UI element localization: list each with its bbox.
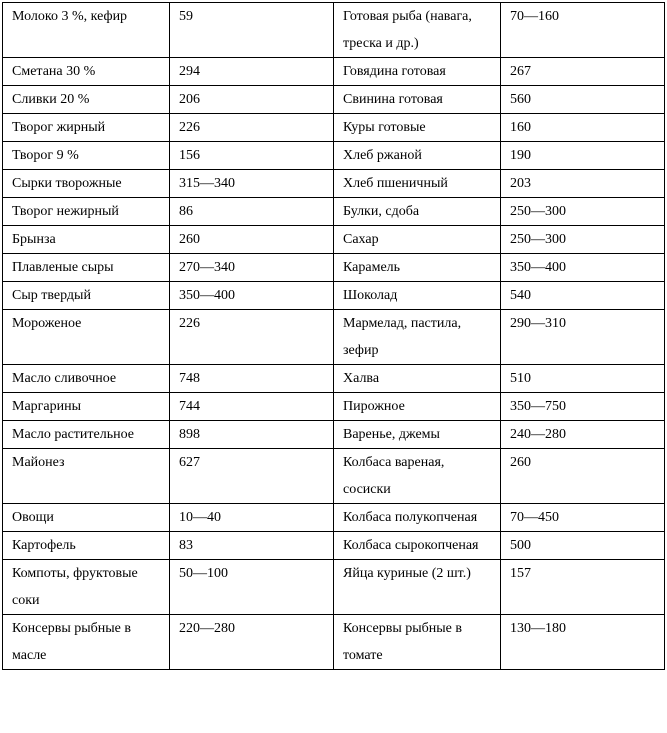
calories-right: 70—160 bbox=[501, 3, 665, 58]
calories-left: 315—340 bbox=[170, 170, 334, 198]
table-row bbox=[3, 615, 665, 670]
table-row bbox=[3, 560, 665, 615]
product-name-right: Консервы рыбные в томате bbox=[334, 615, 501, 670]
calories-left: 206 bbox=[170, 86, 334, 114]
calories-right: 190 bbox=[501, 142, 665, 170]
calories-right: 70—450 bbox=[501, 504, 665, 532]
calories-right: 560 bbox=[501, 86, 665, 114]
table-row bbox=[3, 226, 665, 254]
product-name-right: Хлеб ржаной bbox=[334, 142, 501, 170]
calories-left: 748 bbox=[170, 365, 334, 393]
product-name-left: Овощи bbox=[3, 504, 170, 532]
calories-left: 350—400 bbox=[170, 282, 334, 310]
table-row bbox=[3, 254, 665, 282]
product-name-right: Колбаса сырокопченая bbox=[334, 532, 501, 560]
calories-left: 627 bbox=[170, 449, 334, 504]
product-name-left: Брынза bbox=[3, 226, 170, 254]
table-row bbox=[3, 504, 665, 532]
calories-left: 10—40 bbox=[170, 504, 334, 532]
calories-right: 160 bbox=[501, 114, 665, 142]
product-name-left: Плавленые сыры bbox=[3, 254, 170, 282]
calories-right: 267 bbox=[501, 58, 665, 86]
calories-left: 59 bbox=[170, 3, 334, 58]
calories-right: 510 bbox=[501, 365, 665, 393]
product-name-right: Колбаса полукопченая bbox=[334, 504, 501, 532]
product-name-right: Пирожное bbox=[334, 393, 501, 421]
calories-left: 226 bbox=[170, 114, 334, 142]
calories-left: 294 bbox=[170, 58, 334, 86]
calories-right: 240—280 bbox=[501, 421, 665, 449]
calories-right: 540 bbox=[501, 282, 665, 310]
product-name-right: Карамель bbox=[334, 254, 501, 282]
table-body bbox=[3, 3, 665, 670]
calories-right: 350—750 bbox=[501, 393, 665, 421]
calories-right: 157 bbox=[501, 560, 665, 615]
product-name-right: Мармелад, пастила, зефир bbox=[334, 310, 501, 365]
product-name-left: Молоко 3 %, кефир bbox=[3, 3, 170, 58]
product-name-left: Майонез bbox=[3, 449, 170, 504]
product-name-left: Маргарины bbox=[3, 393, 170, 421]
calories-right: 500 bbox=[501, 532, 665, 560]
table-row bbox=[3, 142, 665, 170]
calories-right: 350—400 bbox=[501, 254, 665, 282]
table-row bbox=[3, 365, 665, 393]
product-name-left: Мороженое bbox=[3, 310, 170, 365]
calories-left: 744 bbox=[170, 393, 334, 421]
table-row bbox=[3, 198, 665, 226]
product-name-left: Сливки 20 % bbox=[3, 86, 170, 114]
product-name-right: Булки, сдоба bbox=[334, 198, 501, 226]
calories-left: 220—280 bbox=[170, 615, 334, 670]
table-row bbox=[3, 393, 665, 421]
calories-right: 290—310 bbox=[501, 310, 665, 365]
table-row bbox=[3, 532, 665, 560]
calorie-table bbox=[2, 2, 665, 670]
product-name-right: Яйца куриные (2 шт.) bbox=[334, 560, 501, 615]
table-row bbox=[3, 449, 665, 504]
product-name-left: Творог 9 % bbox=[3, 142, 170, 170]
product-name-left: Сыр твердый bbox=[3, 282, 170, 310]
table-row bbox=[3, 86, 665, 114]
product-name-left: Сметана 30 % bbox=[3, 58, 170, 86]
table-row bbox=[3, 3, 665, 58]
product-name-right: Готовая рыба (навага, треска и др.) bbox=[334, 3, 501, 58]
product-name-right: Колбаса вареная, сосиски bbox=[334, 449, 501, 504]
product-name-right: Сахар bbox=[334, 226, 501, 254]
calories-left: 898 bbox=[170, 421, 334, 449]
product-name-right: Шоколад bbox=[334, 282, 501, 310]
product-name-left: Сырки творожные bbox=[3, 170, 170, 198]
calories-right: 203 bbox=[501, 170, 665, 198]
product-name-left: Масло растительное bbox=[3, 421, 170, 449]
table-row bbox=[3, 310, 665, 365]
calories-left: 156 bbox=[170, 142, 334, 170]
product-name-right: Хлеб пшеничный bbox=[334, 170, 501, 198]
table-row bbox=[3, 170, 665, 198]
product-name-left: Творог жирный bbox=[3, 114, 170, 142]
product-name-left: Картофель bbox=[3, 532, 170, 560]
table-row bbox=[3, 58, 665, 86]
calories-left: 270—340 bbox=[170, 254, 334, 282]
product-name-right: Варенье, джемы bbox=[334, 421, 501, 449]
table-row bbox=[3, 282, 665, 310]
table-row bbox=[3, 421, 665, 449]
product-name-right: Халва bbox=[334, 365, 501, 393]
product-name-right: Свинина готовая bbox=[334, 86, 501, 114]
calories-left: 50—100 bbox=[170, 560, 334, 615]
product-name-right: Говядина готовая bbox=[334, 58, 501, 86]
calories-right: 250—300 bbox=[501, 198, 665, 226]
calories-left: 83 bbox=[170, 532, 334, 560]
product-name-left: Творог нежирный bbox=[3, 198, 170, 226]
product-name-right: Куры готовые bbox=[334, 114, 501, 142]
calories-left: 226 bbox=[170, 310, 334, 365]
calories-right: 250—300 bbox=[501, 226, 665, 254]
product-name-left: Масло сливочное bbox=[3, 365, 170, 393]
product-name-left: Компоты, фруктовые соки bbox=[3, 560, 170, 615]
calories-right: 260 bbox=[501, 449, 665, 504]
calories-right: 130—180 bbox=[501, 615, 665, 670]
table-row bbox=[3, 114, 665, 142]
calories-left: 86 bbox=[170, 198, 334, 226]
product-name-left: Консервы рыбные в масле bbox=[3, 615, 170, 670]
calories-left: 260 bbox=[170, 226, 334, 254]
